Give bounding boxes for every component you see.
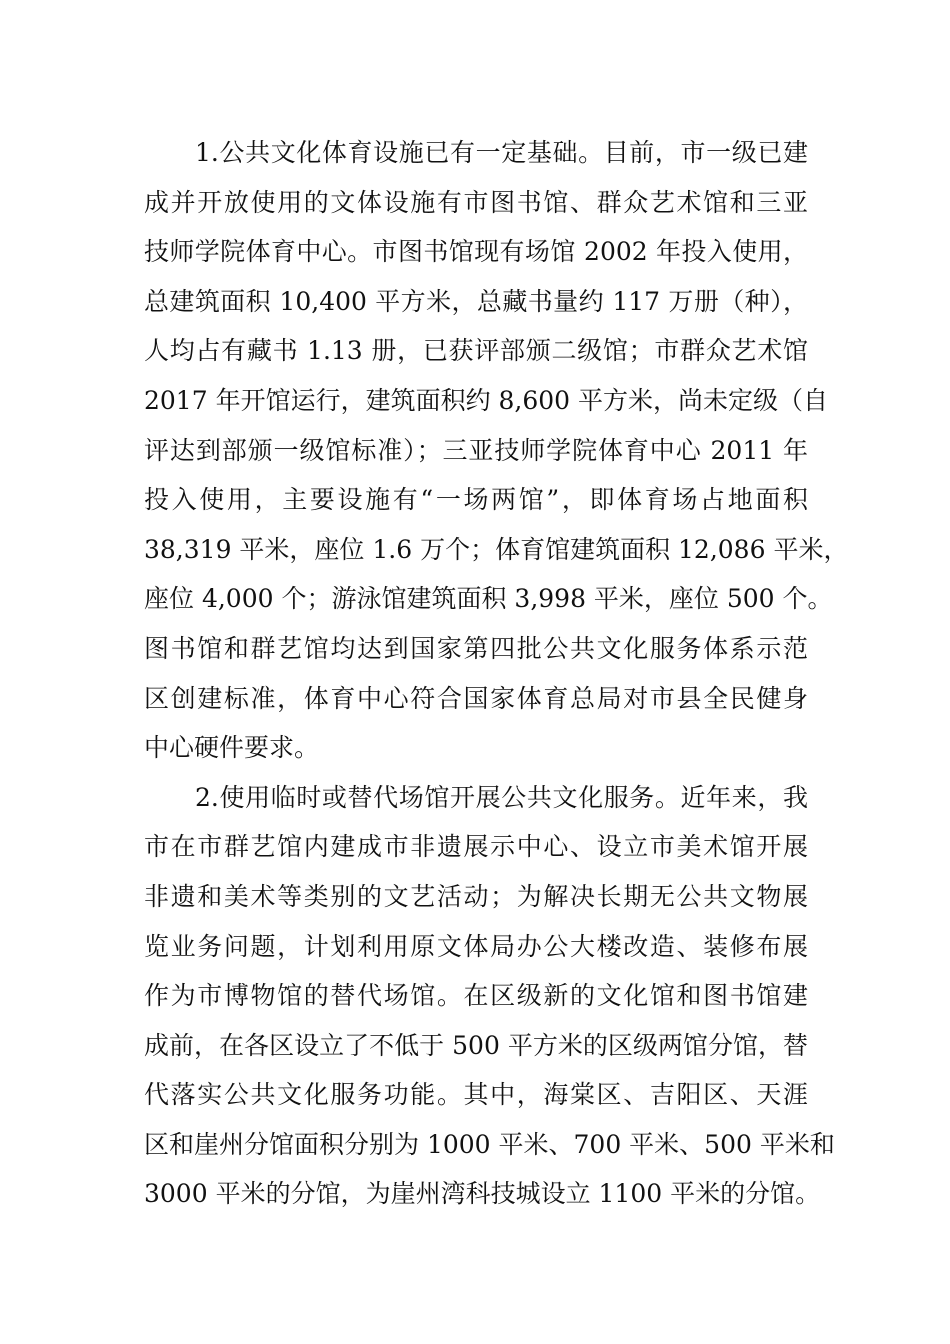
paragraph-line: 2.使用临时或替代场馆开展公共文化服务。近年来，我	[195, 782, 808, 812]
paragraph-line: 区创建标准，体育中心符合国家体育总局对市县全民健身	[144, 683, 808, 713]
paragraph-line: 总建筑面积 10,400 平方米，总藏书量约 117 万册（种），	[144, 286, 808, 316]
paragraph-line: 作为市博物馆的替代场馆。在区级新的文化馆和图书馆建	[144, 981, 808, 1011]
paragraph-line: 38,319 平米，座位 1.6 万个；体育馆建筑面积 12,086 平米，	[144, 534, 849, 564]
paragraph-line: 图书馆和群艺馆均达到国家第四批公共文化服务体系示范	[144, 633, 808, 663]
paragraph-line: 评达到部颁一级馆标准）；三亚技师学院体育中心 2011 年	[144, 435, 808, 465]
paragraph-line: 览业务问题，计划利用原文体局办公大楼改造、装修布展	[144, 931, 808, 961]
paragraph-line: 成前，在各区设立了不低于 500 平方米的区级两馆分馆，替	[144, 1030, 808, 1060]
paragraph-line: 中心硬件要求。	[144, 733, 320, 763]
paragraph-temporary-venues	[144, 773, 835, 1219]
paragraph-line: 非遗和美术等类别的文艺活动；为解决长期无公共文物展	[144, 881, 808, 911]
paragraph-line: 成并开放使用的文体设施有市图书馆、群众艺术馆和三亚	[144, 187, 808, 217]
paragraph-line: 市在市群艺馆内建成市非遗展示中心、设立市美术馆开展	[144, 832, 808, 862]
paragraph-line: 人均占有藏书 1.13 册，已获评部颁二级馆；市群众艺术馆	[144, 336, 808, 366]
paragraph-line: 代落实公共文化服务功能。其中，海棠区、吉阳区、天涯	[144, 1080, 808, 1110]
paragraph-line: 技师学院体育中心。市图书馆现有场馆 2002 年投入使用，	[144, 237, 808, 267]
paragraph-line: 投入使用，主要设施有“一场两馆”，即体育场占地面积	[144, 485, 808, 515]
document-body	[144, 128, 849, 1219]
paragraph-line: 1.公共文化体育设施已有一定基础。目前，市一级已建	[195, 138, 808, 167]
paragraph-line: 区和崖州分馆面积分别为 1000 平米、700 平米、500 平米和	[144, 1129, 835, 1159]
paragraph-line: 座位 4,000 个；游泳馆建筑面积 3,998 平米，座位 500 个。	[144, 584, 833, 614]
paragraph-line: 3000 平米的分馆，为崖州湾科技城设立 1100 平米的分馆。	[144, 1179, 821, 1209]
paragraph-facilities-foundation	[144, 128, 849, 773]
paragraph-line: 2017 年开馆运行，建筑面积约 8,600 平方米，尚未定级（自	[144, 385, 829, 415]
